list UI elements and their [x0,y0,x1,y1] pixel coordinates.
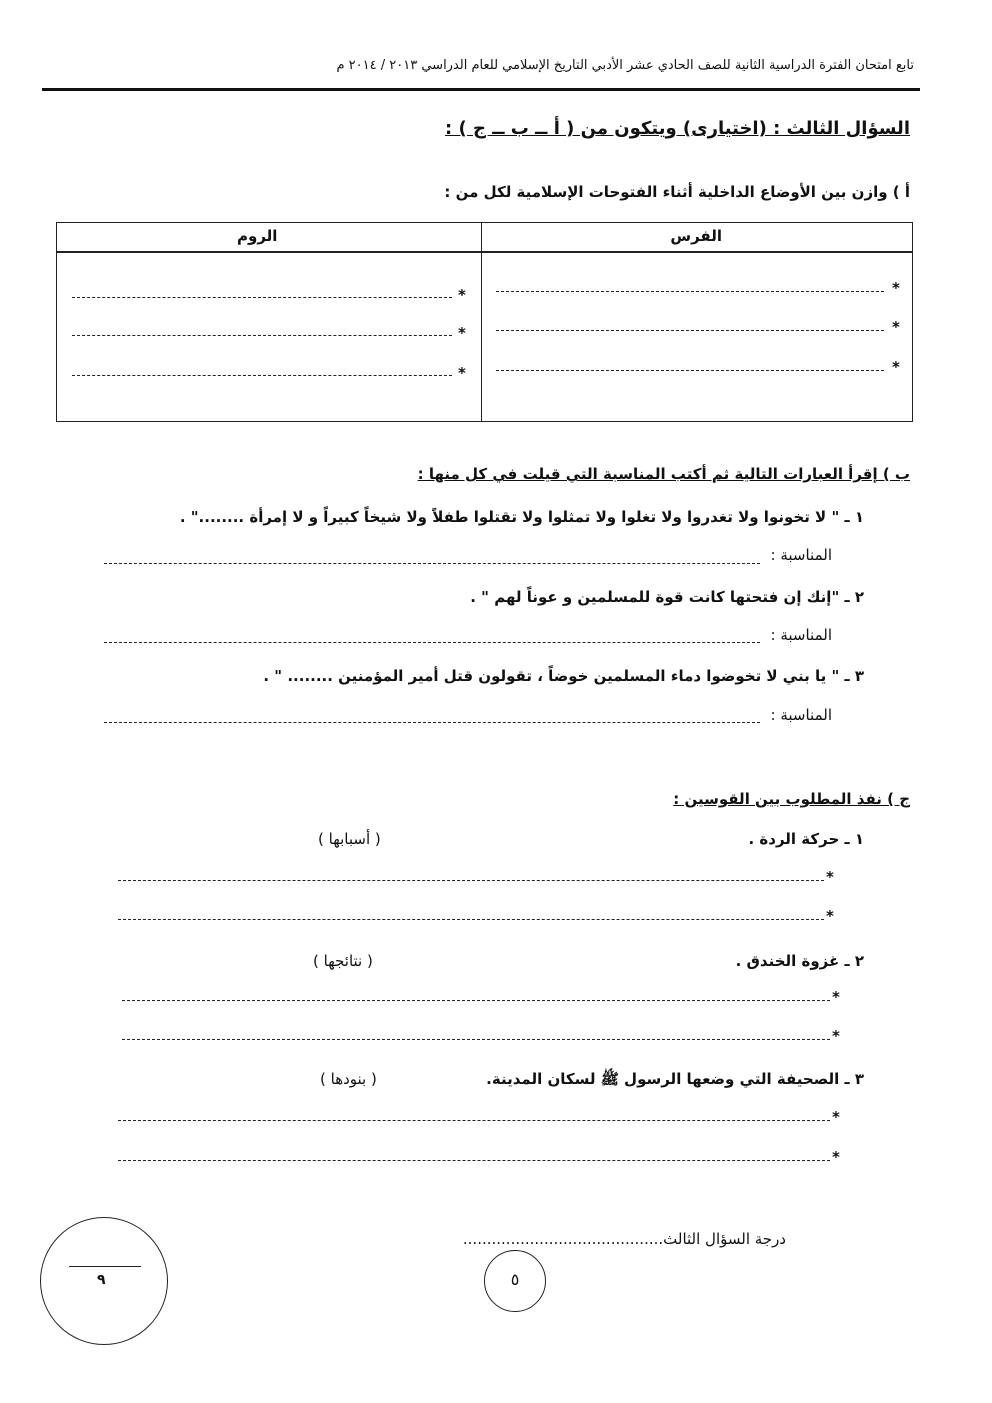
answer-line[interactable] [118,919,824,920]
task-1-text: ١ ـ حركة الردة . [748,830,864,848]
bullet: * [458,364,466,382]
score-circle [40,1217,168,1345]
page-number: ٥ [510,1270,520,1289]
question-title: السؤال الثالث : (اختيارى) ويتكون من ( أ ــ ب ــ ج ) : [445,118,910,139]
bullet: * [832,988,840,1006]
grade-label: درجة السؤال الثالث.......................................... [462,1230,786,1248]
bullet: * [892,318,900,336]
bullet: * [832,1027,840,1045]
bullet: * [832,1108,840,1126]
bullet: * [826,907,834,925]
comparison-table [56,222,913,422]
answer-line[interactable] [118,1160,830,1161]
answer-line[interactable] [118,880,824,881]
answer-line[interactable] [118,1120,830,1121]
part-a-prompt: أ ) وازن بين الأوضاع الداخلية أثناء الفتوحات الإسلامية لكل من : [444,183,910,201]
bullet: * [826,868,834,886]
column-header-romans: الروم [237,227,278,245]
answer-line[interactable] [122,1039,830,1040]
task-3-text: ٣ ـ الصحيفة التي وضعها الرسول ﷺ لسكان المدينة. [486,1070,864,1088]
page-number-circle [484,1250,546,1312]
task-3-instruction: ( بنودها ) [320,1070,377,1088]
occasion-answer-line[interactable] [104,642,760,643]
occasion-answer-line[interactable] [104,563,760,564]
bullet: * [892,358,900,376]
answer-line[interactable] [496,370,884,371]
occasion-label: المناسبة : [770,626,832,644]
quote-3: ٣ ـ " يا بني لا تخوضوا دماء المسلمين خوضاً ، تقولون قتل أمير المؤمنين ........ " . [263,667,864,685]
quote-1: ١ ـ " لا تخونوا ولا تغدروا ولا تغلوا ولا تمثلوا ولا تقتلوا طفلاً ولا شيخاً كبيراً و لا إمرأة ........" . [179,508,864,526]
task-2-instruction: ( نتائجها ) [313,952,373,970]
occasion-label: المناسبة : [770,546,832,564]
task-1-instruction: ( أسبابها ) [318,830,381,848]
header-divider [42,88,920,91]
task-2-text: ٢ ـ غزوة الخندق . [735,952,864,970]
answer-line[interactable] [496,330,884,331]
answer-line[interactable] [72,375,452,376]
bullet: * [458,324,466,342]
part-c-prompt: ج ) نفذ المطلوب بين القوسين : [673,790,910,808]
max-score: ٩ [97,1272,106,1288]
answer-line[interactable] [122,1000,830,1001]
bullet: * [892,279,900,297]
bullet: * [458,286,466,304]
occasion-answer-line[interactable] [104,722,760,723]
quote-2: ٢ ـ "إنك إن فتحتها كانت قوة للمسلمين و عوناً لهم " . [470,588,864,606]
header-text: تابع امتحان الفترة الدراسية الثانية للصف الحادي عشر الأدبي التاريخ الإسلامي للعام الدراسي ٢٠١٣ / ٢٠١٤ م [336,58,914,73]
answer-line[interactable] [496,291,884,292]
answer-line[interactable] [72,297,452,298]
bullet: * [832,1148,840,1166]
occasion-label: المناسبة : [770,706,832,724]
part-b-prompt: ب ) إقرأ العبارات التالية ثم أكتب المناسبة التي قيلت في كل منها : [417,465,910,483]
answer-line[interactable] [72,335,452,336]
column-header-persians: الفرس [670,227,722,245]
